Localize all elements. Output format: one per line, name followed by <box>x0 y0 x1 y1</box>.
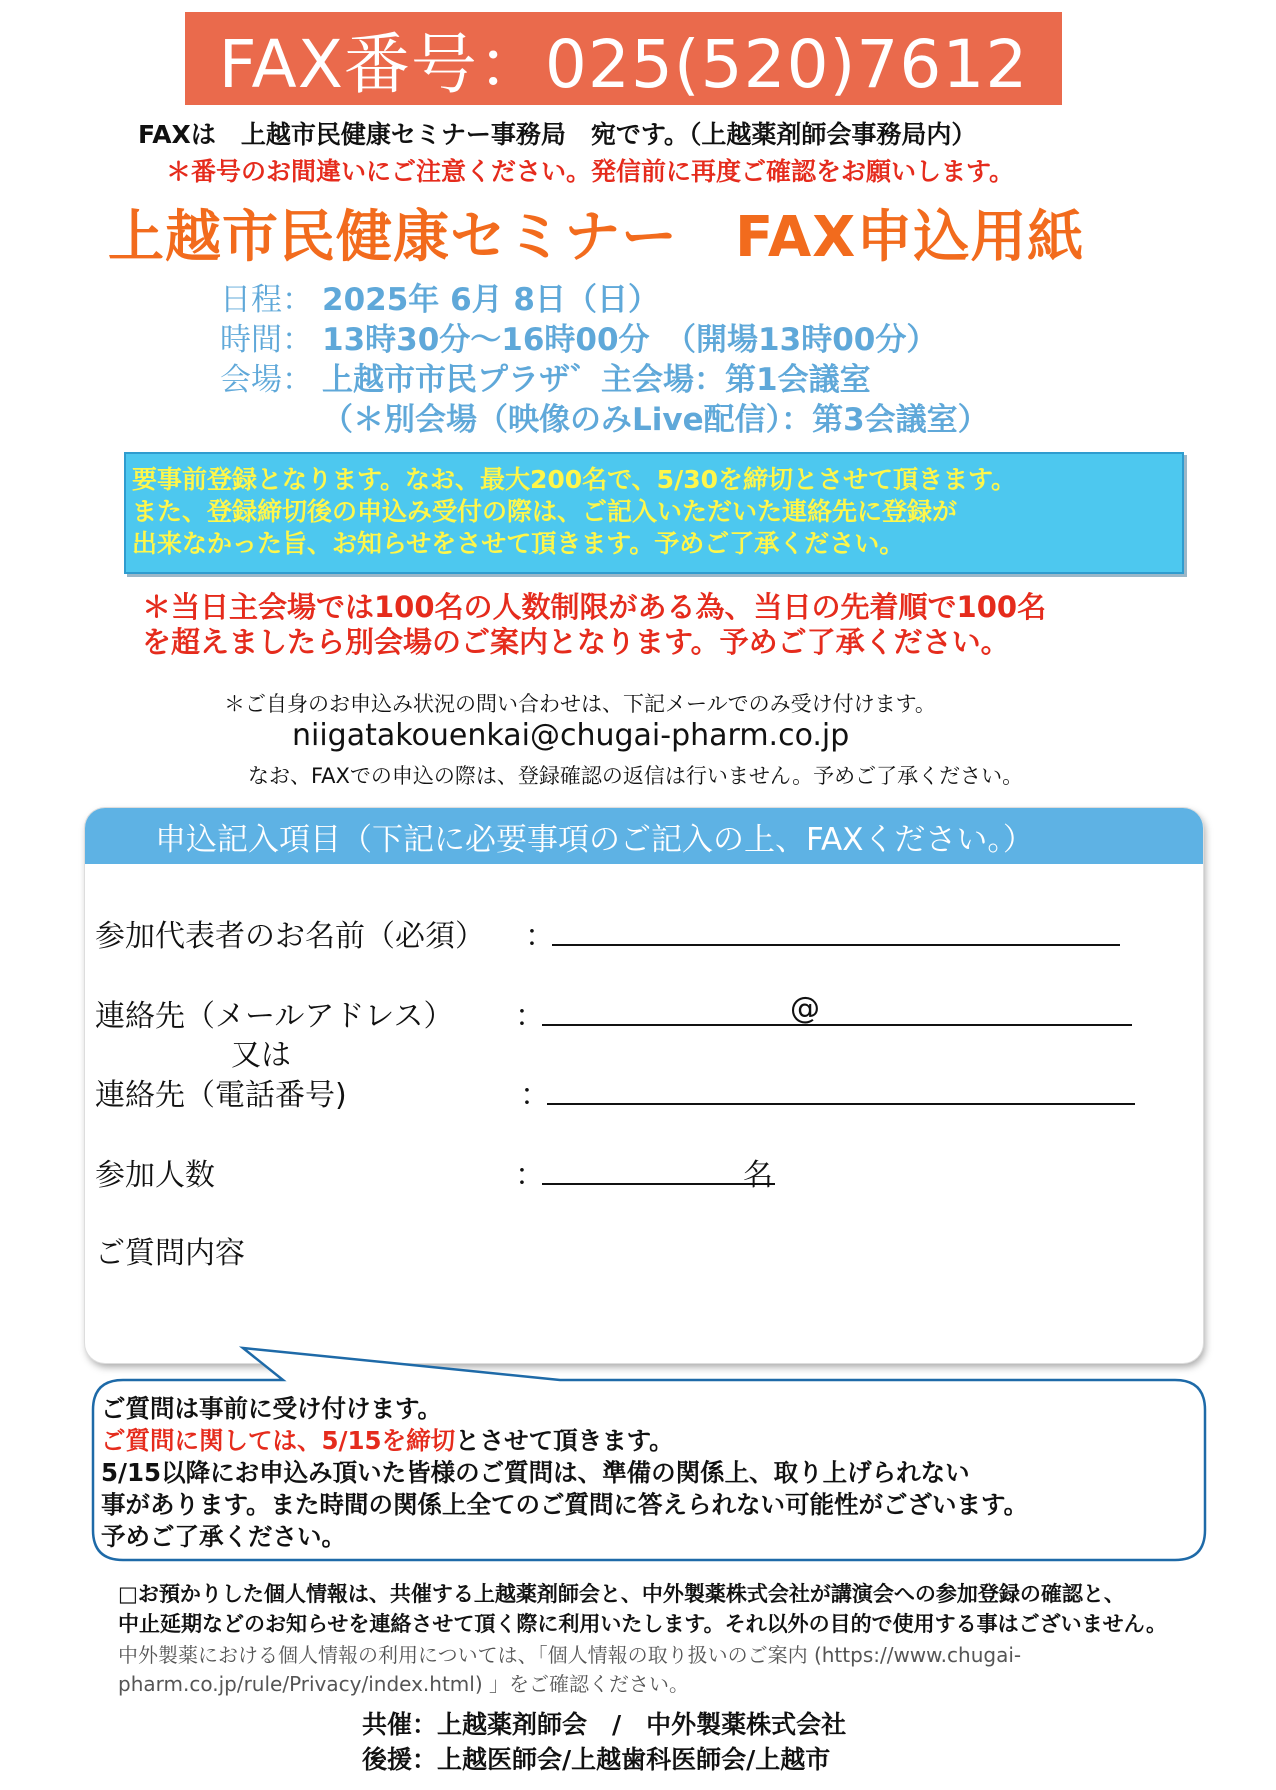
main-title: 上越市民健康セミナー FAX申込用紙 <box>108 205 1085 270</box>
form-header: 申込記入項目（下記に必要事項のご記入の上、FAXください。） <box>85 808 1203 864</box>
time-value: 13時30分～16時00分 （開場13時00分） <box>322 322 938 358</box>
question-deadline-rest: とさせて頂きます。 <box>455 1426 674 1455</box>
inquiry-email[interactable]: niigatakouenkai@chugai-pharm.co.jp <box>292 718 850 753</box>
name-label: 参加代表者のお名前（必須） <box>95 919 485 954</box>
name-colon: ： <box>525 919 555 954</box>
fax-no-reply-note: なお、FAXでの申込の際は、登録確認の返信は行いません。予めご了承ください。 <box>248 764 1024 788</box>
email-at-sign: @ <box>790 991 820 1026</box>
privacy-line-3: 中外製薬における個人情報の利用については、「個人情報の取り扱いのご案内 (https://www.chugai- <box>118 1643 1022 1667</box>
notice-line-1: 要事前登録となります。なお、最大200名で、5/30を締切とさせて頂きます。 <box>132 465 1017 494</box>
support-text: 後援：上越医師会/上越歯科医師会/上越市 <box>362 1745 831 1774</box>
email-label: 連絡先（メールアドレス） <box>95 999 454 1034</box>
privacy-line-4: pharm.co.jp/rule/Privacy/index.html) 」をご確認ください。 <box>118 1672 690 1696</box>
venue-value: 上越市市民プラザ゛主会場：第1会議室 <box>322 362 871 398</box>
time-label: 時間： <box>220 322 313 358</box>
fax-recipient-text: FAXは 上越市民健康セミナー事務局 宛です。（上越薬剤師会事務局内） <box>138 120 977 149</box>
count-label: 参加人数 <box>95 1158 215 1193</box>
or-label: 又は <box>231 1038 291 1073</box>
count-unit: 名 <box>743 1158 773 1193</box>
email-colon: ： <box>515 999 545 1034</box>
capacity-warning-line-1: ＊当日主会場では100名の人数制限がある為、当日の先着順で100名 <box>142 590 1047 624</box>
count-colon: ： <box>515 1158 545 1193</box>
venue-sub: （＊別会場（映像のみLive配信）：第3会議室） <box>322 402 989 438</box>
privacy-line-2: 中止延期などのお知らせを連絡させて頂く際に利用いたします。それ以外の目的で使用する事はございません。 <box>118 1612 1167 1636</box>
privacy-line-1: □お預かりした個人情報は、共催する上越薬剤師会と、中外製薬株式会社が講演会への参加登録の確認と、 <box>118 1582 1125 1606</box>
notice-line-3: 出来なかった旨、お知らせをさせて頂きます。予めご了承ください。 <box>132 529 905 558</box>
notice-line-2: また、登録締切後の申込み受付の際は、ご記入いただいた連絡先に登録が <box>132 497 958 526</box>
date-label: 日程： <box>220 282 313 318</box>
venue-label: 会場： <box>220 362 313 398</box>
question-notice-line-4: 事があります。また時間の関係上全てのご質問に答えられない可能性がございます。 <box>101 1490 1029 1519</box>
question-label: ご質問内容 <box>95 1236 245 1271</box>
question-notice-line-2 <box>101 1422 674 1457</box>
question-deadline: ご質問に関しては、5/15を締切 <box>101 1426 456 1455</box>
question-notice-line-1: ご質問は事前に受け付けます。 <box>101 1394 443 1423</box>
fax-number-banner: FAX番号：025(520)7612 <box>185 12 1062 105</box>
phone-colon: ： <box>520 1078 550 1113</box>
inquiry-note: ＊ご自身のお申込み状況の問い合わせは、下記メールでのみ受け付けます。 <box>224 692 936 716</box>
date-value: 2025年 6月 8日（日） <box>322 282 660 318</box>
capacity-warning-line-2: を超えましたら別会場のご案内となります。予めご了承ください。 <box>142 625 1010 659</box>
phone-label: 連絡先（電話番号) <box>95 1078 347 1113</box>
question-notice-line-3: 5/15以降にお申込み頂いた皆様のご質問は、準備の関係上、取り上げられない <box>101 1458 970 1487</box>
fax-caution-text: ＊番号のお間違いにご注意ください。発信前に再度ご確認をお願いします。 <box>166 157 1015 186</box>
cohost-text: 共催：上越薬剤師会 / 中外製薬株式会社 <box>362 1710 847 1739</box>
question-notice-line-5: 予めご了承ください。 <box>101 1522 346 1551</box>
